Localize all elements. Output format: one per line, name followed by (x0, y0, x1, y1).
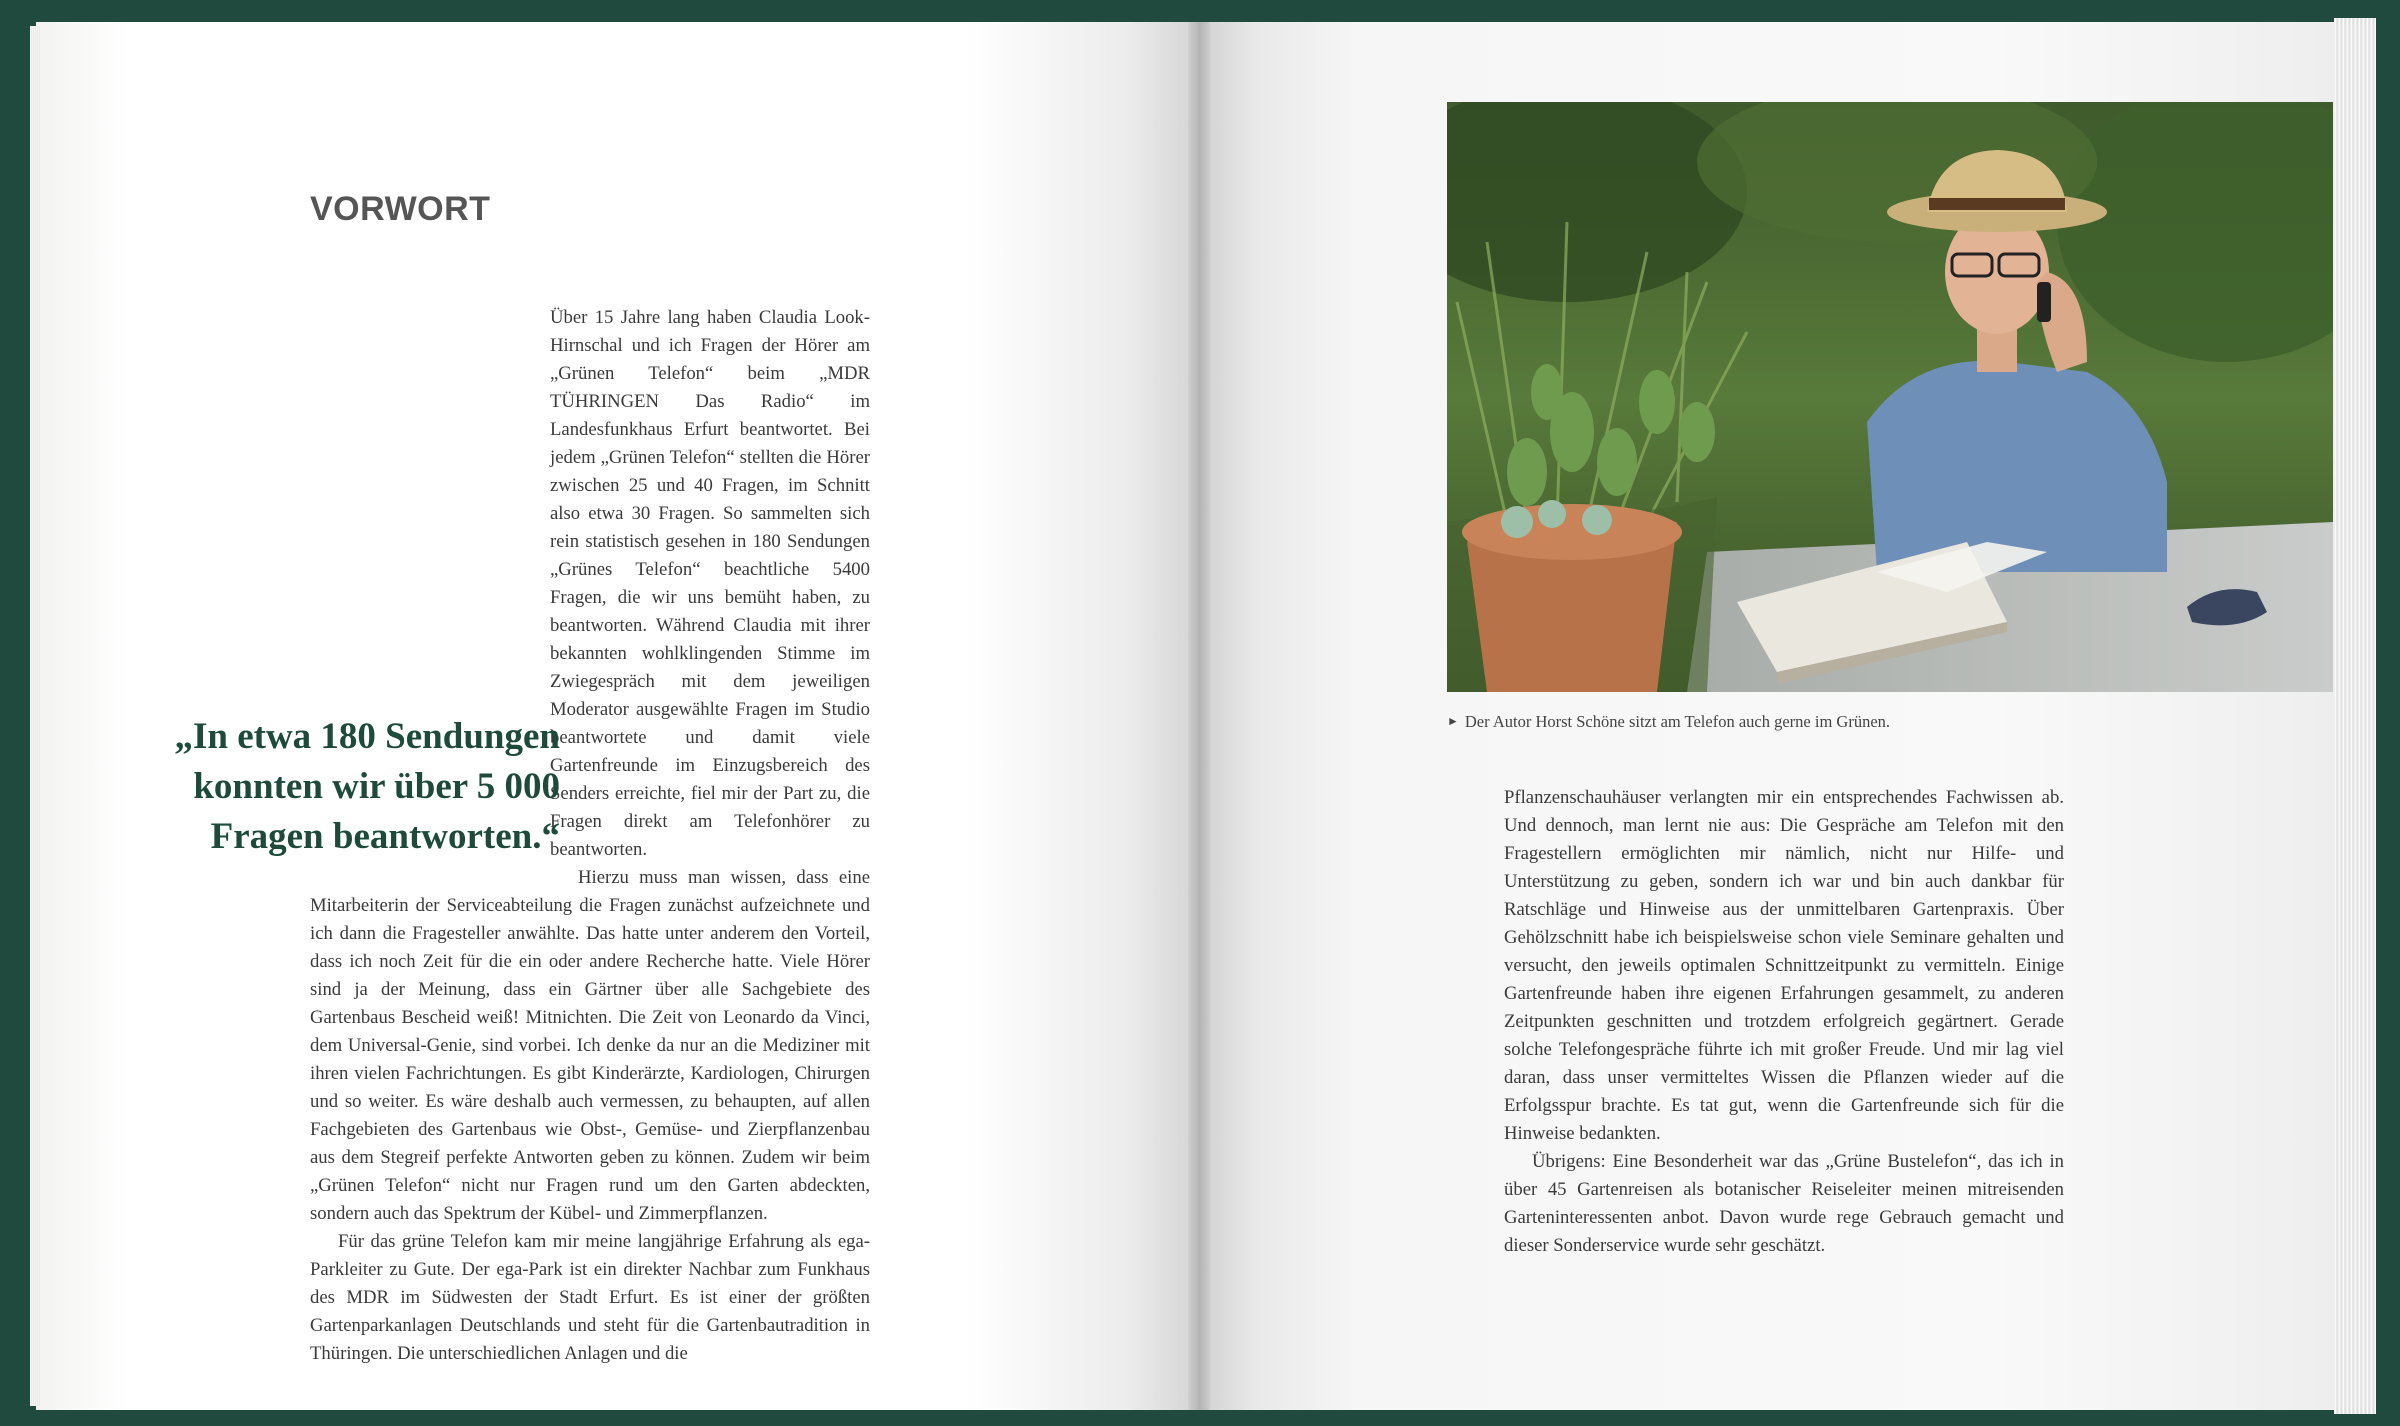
photo-caption (1447, 712, 1890, 732)
right-body-text (1504, 784, 2064, 1260)
book-gutter (1188, 22, 1210, 1410)
pull-quote: „In etwa 180 Sendungen konnten wir über 5 000 Fragen beantworten.“ (174, 716, 560, 857)
paragraph: Übrigens: Eine Besonderheit war das „Grüne Bustelefon“, das ich in über 45 Gartenreisen als botanischer Reiseleiter meinen mitreisenden Garteninteressenten anbot. Davon wurde rege Gebrauch gemacht und dieser Sonderservice wurde sehr geschätzt. (1504, 1151, 2064, 1256)
paragraph: Hierzu muss man wissen, dass eine Mitarbeiterin der Serviceabteilung die Fragen zunächst aufzeichnete und ich dann die Fragesteller anwählte. Das hatte unter anderem den Vorteil, dass ich noch Zeit für die ein oder andere Recherche hatte. Viele Hörer sind ja der Meinung, dass ein Gärtner über alle Sachgebiete des Gartenbaus Bescheid weiß! Mitnichten. Die Zeit von Leonardo da Vinci, dem Universal-Genie, sind vorbei. Ich denke da nur an die Mediziner mit ihren vielen Fachrichtungen. Es gibt Kinderärzte, Kardiologen, Chirurgen und so weiter. Es wäre deshalb auch vermessen, zu behaupten, auf allen Fachgebieten des Gartenbaus wie Obst-, Gemüse- und Zierpflanzenbau aus dem Stegreif perfekte Antworten geben zu können. Zudem wir beim „Grünen Telefon“ nicht nur Fragen rund um den Garten abdeckten, sondern auch das Spektrum der Kübel- und Zimmerpflanzen. (310, 867, 870, 1224)
caption-text: Der Autor Horst Schöne sitzt am Telefon auch gerne im Grünen. (1464, 712, 1891, 731)
page-edges-right (2334, 18, 2376, 1414)
paragraph: Für das grüne Telefon kam mir meine langjährige Erfahrung als ega-Parkleiter zu Gute. Der ega-Park ist ein direkter Nachbar zum Funkhaus des MDR im Südwesten der Stadt Erfurt. Es ist einer der größten Gartenparkanlagen Deutschlands und steht für die Gartenbautradition in Thüringen. Die unterschiedlichen Anlagen und die (310, 1231, 870, 1364)
author-photo-image (1447, 102, 2333, 692)
caption-arrow-icon: ► (1447, 714, 1459, 728)
author-photo (1447, 102, 2333, 692)
paragraph: Über 15 Jahre lang haben Claudia Look-Hirnschal und ich Fragen der Hörer am „Grünen Telefon“ beim „MDR TÜHRINGEN Das Radio“ im Landesfunkhaus Erfurt beantwortet. Bei jedem „Grünen Telefon“ stellten die Hörer zwischen 25 und 40 Fragen, im Schnitt also etwa 30 Fragen. So sammelten sich rein statistisch gesehen in 180 Sendungen „Grünes Telefon“ beachtliche 5400 Fragen, die wir uns bemüht haben, zu beantworten. Während Claudia mit ihrer bekannten wohlklingenden Stimme im Zwiegespräch mit dem jeweiligen Moderator ausgewählte Fragen im Studio beantwortete und damit viele Gartenfreunde im Einzugsbereich des Senders erreichte, fiel mir der Part zu, die Fragen direkt am Telefonhörer zu beantworten. (550, 307, 870, 860)
page-edges-left (30, 26, 40, 1406)
paragraph: Pflanzenschauhäuser verlangten mir ein entsprechendes Fachwissen ab. Und dennoch, man lernt nie aus: Die Gespräche am Telefon mit den Fragestellern ermöglichten mir nämlich, nicht nur Hilfe- und Unterstützung zu geben, sondern ich war und bin auch dankbar für Ratschläge und Hinweise aus der unmittelbaren Gartenpraxis. Über Gehölzschnitt habe ich beispielsweise schon viele Seminare gehalten und versucht, den jeweils optimalen Schnittzeitpunkt zu vermitteln. Einige Gartenfreunde haben ihre eigenen Erfahrungen gesammelt, zu anderen Zeitpunkten geschnitten und trotzdem erfolgreich gegärtnert. Gerade solche Telefongespräche führte ich mit großer Freude. Und mir lag viel daran, dass unser vermitteltes Wissen die Pflanzen wieder auf die Erfolgsspur brachte. Es tat gut, wenn die Gartenfreunde sich für die Hinweise bedankten. (1504, 787, 2064, 1144)
page-title: VORWORT (310, 190, 491, 228)
